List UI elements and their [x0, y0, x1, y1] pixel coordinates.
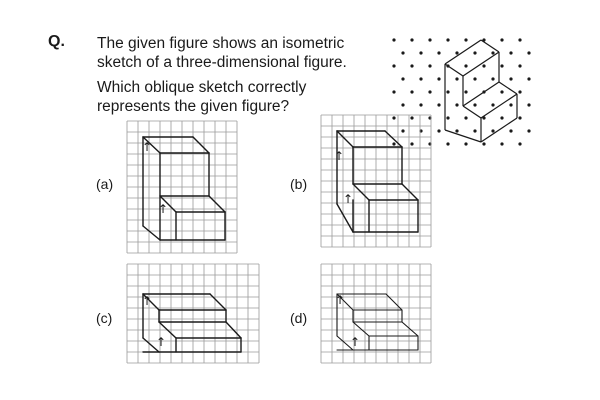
option-b-label[interactable]: (b)	[290, 176, 308, 192]
iso-dot	[455, 129, 458, 132]
iso-dot	[509, 51, 512, 54]
question-marker: Q.	[48, 33, 65, 50]
iso-dot	[518, 90, 521, 93]
iso-edge	[463, 82, 499, 106]
iso-dot	[428, 90, 431, 93]
iso-dot	[509, 77, 512, 80]
iso-dot	[527, 51, 530, 54]
sketch-edge	[193, 137, 209, 153]
iso-edge	[463, 52, 499, 76]
arrow-marker: ↑	[334, 149, 345, 163]
iso-dot	[437, 129, 440, 132]
arrow-marker: ↑	[350, 335, 361, 349]
sketch-edge	[337, 204, 353, 232]
sketch-edge	[337, 131, 353, 147]
iso-dot	[455, 103, 458, 106]
iso-dot	[455, 77, 458, 80]
iso-dot	[446, 116, 449, 119]
iso-dot	[509, 129, 512, 132]
iso-dot	[527, 103, 530, 106]
iso-dot	[437, 77, 440, 80]
iso-dot	[500, 38, 503, 41]
option-d-label[interactable]: (d)	[290, 310, 308, 326]
iso-dot	[518, 64, 521, 67]
iso-dot	[410, 142, 413, 145]
sketch-edge	[402, 322, 418, 336]
iso-dot	[446, 90, 449, 93]
iso-dot	[473, 129, 476, 132]
iso-dot	[401, 77, 404, 80]
option-a-grid[interactable]	[127, 121, 237, 253]
iso-dot	[410, 90, 413, 93]
iso-dot	[491, 103, 494, 106]
iso-dot	[428, 64, 431, 67]
iso-dot	[392, 38, 395, 41]
iso-dot	[437, 103, 440, 106]
iso-dot	[392, 142, 395, 145]
iso-dot	[500, 90, 503, 93]
iso-dot	[491, 77, 494, 80]
iso-dot	[410, 116, 413, 119]
iso-dot	[419, 51, 422, 54]
iso-edge	[481, 40, 499, 52]
iso-dot	[437, 51, 440, 54]
question-line-2: sketch of a three-dimensional figure.	[97, 54, 347, 71]
iso-dot	[410, 64, 413, 67]
iso-dot	[446, 38, 449, 41]
iso-dot	[464, 38, 467, 41]
sketch-edge	[143, 226, 160, 240]
sketch-edge	[353, 322, 369, 336]
iso-dot	[518, 142, 521, 145]
iso-dot	[482, 64, 485, 67]
iso-dot	[518, 116, 521, 119]
arrow-marker: ↑	[142, 294, 153, 308]
arrow-marker: ↑	[343, 192, 354, 206]
option-a-label[interactable]: (a)	[96, 176, 114, 192]
iso-dot	[527, 129, 530, 132]
iso-dot	[428, 38, 431, 41]
option-c-label[interactable]: (c)	[96, 310, 113, 326]
iso-dot	[482, 142, 485, 145]
iso-dot	[473, 103, 476, 106]
option-b-grid[interactable]	[321, 115, 431, 247]
iso-dot	[473, 51, 476, 54]
iso-dot	[527, 77, 530, 80]
iso-dot	[509, 103, 512, 106]
question-line-3: Which oblique sketch correctly	[97, 79, 307, 96]
iso-dot	[446, 142, 449, 145]
arrow-marker: ↑	[335, 293, 346, 307]
arrow-marker: ↑	[156, 335, 167, 349]
iso-dot	[392, 64, 395, 67]
option-d-grid[interactable]	[321, 264, 431, 363]
iso-dot	[419, 103, 422, 106]
iso-dot	[464, 116, 467, 119]
iso-dot	[518, 38, 521, 41]
question-line-4: represents the given figure?	[97, 98, 290, 115]
isometric-figure	[392, 38, 530, 145]
iso-dot	[491, 51, 494, 54]
iso-dot	[473, 77, 476, 80]
iso-dot	[392, 116, 395, 119]
iso-dot	[401, 103, 404, 106]
question-line-1: The given figure shows an isometric	[97, 35, 345, 52]
iso-dot	[500, 64, 503, 67]
iso-dot	[401, 129, 404, 132]
arrow-marker: ↑	[142, 140, 153, 154]
iso-dot	[500, 142, 503, 145]
iso-edge	[463, 106, 481, 118]
iso-dot	[401, 51, 404, 54]
iso-dot	[464, 64, 467, 67]
iso-dot	[464, 90, 467, 93]
iso-dot	[410, 38, 413, 41]
iso-edge	[445, 64, 463, 76]
iso-dot	[455, 51, 458, 54]
iso-dot	[419, 77, 422, 80]
iso-dot	[392, 90, 395, 93]
iso-dot	[491, 129, 494, 132]
iso-dot	[500, 116, 503, 119]
iso-dot	[464, 142, 467, 145]
arrow-marker: ↑	[158, 202, 169, 216]
option-c-grid[interactable]	[127, 264, 259, 363]
